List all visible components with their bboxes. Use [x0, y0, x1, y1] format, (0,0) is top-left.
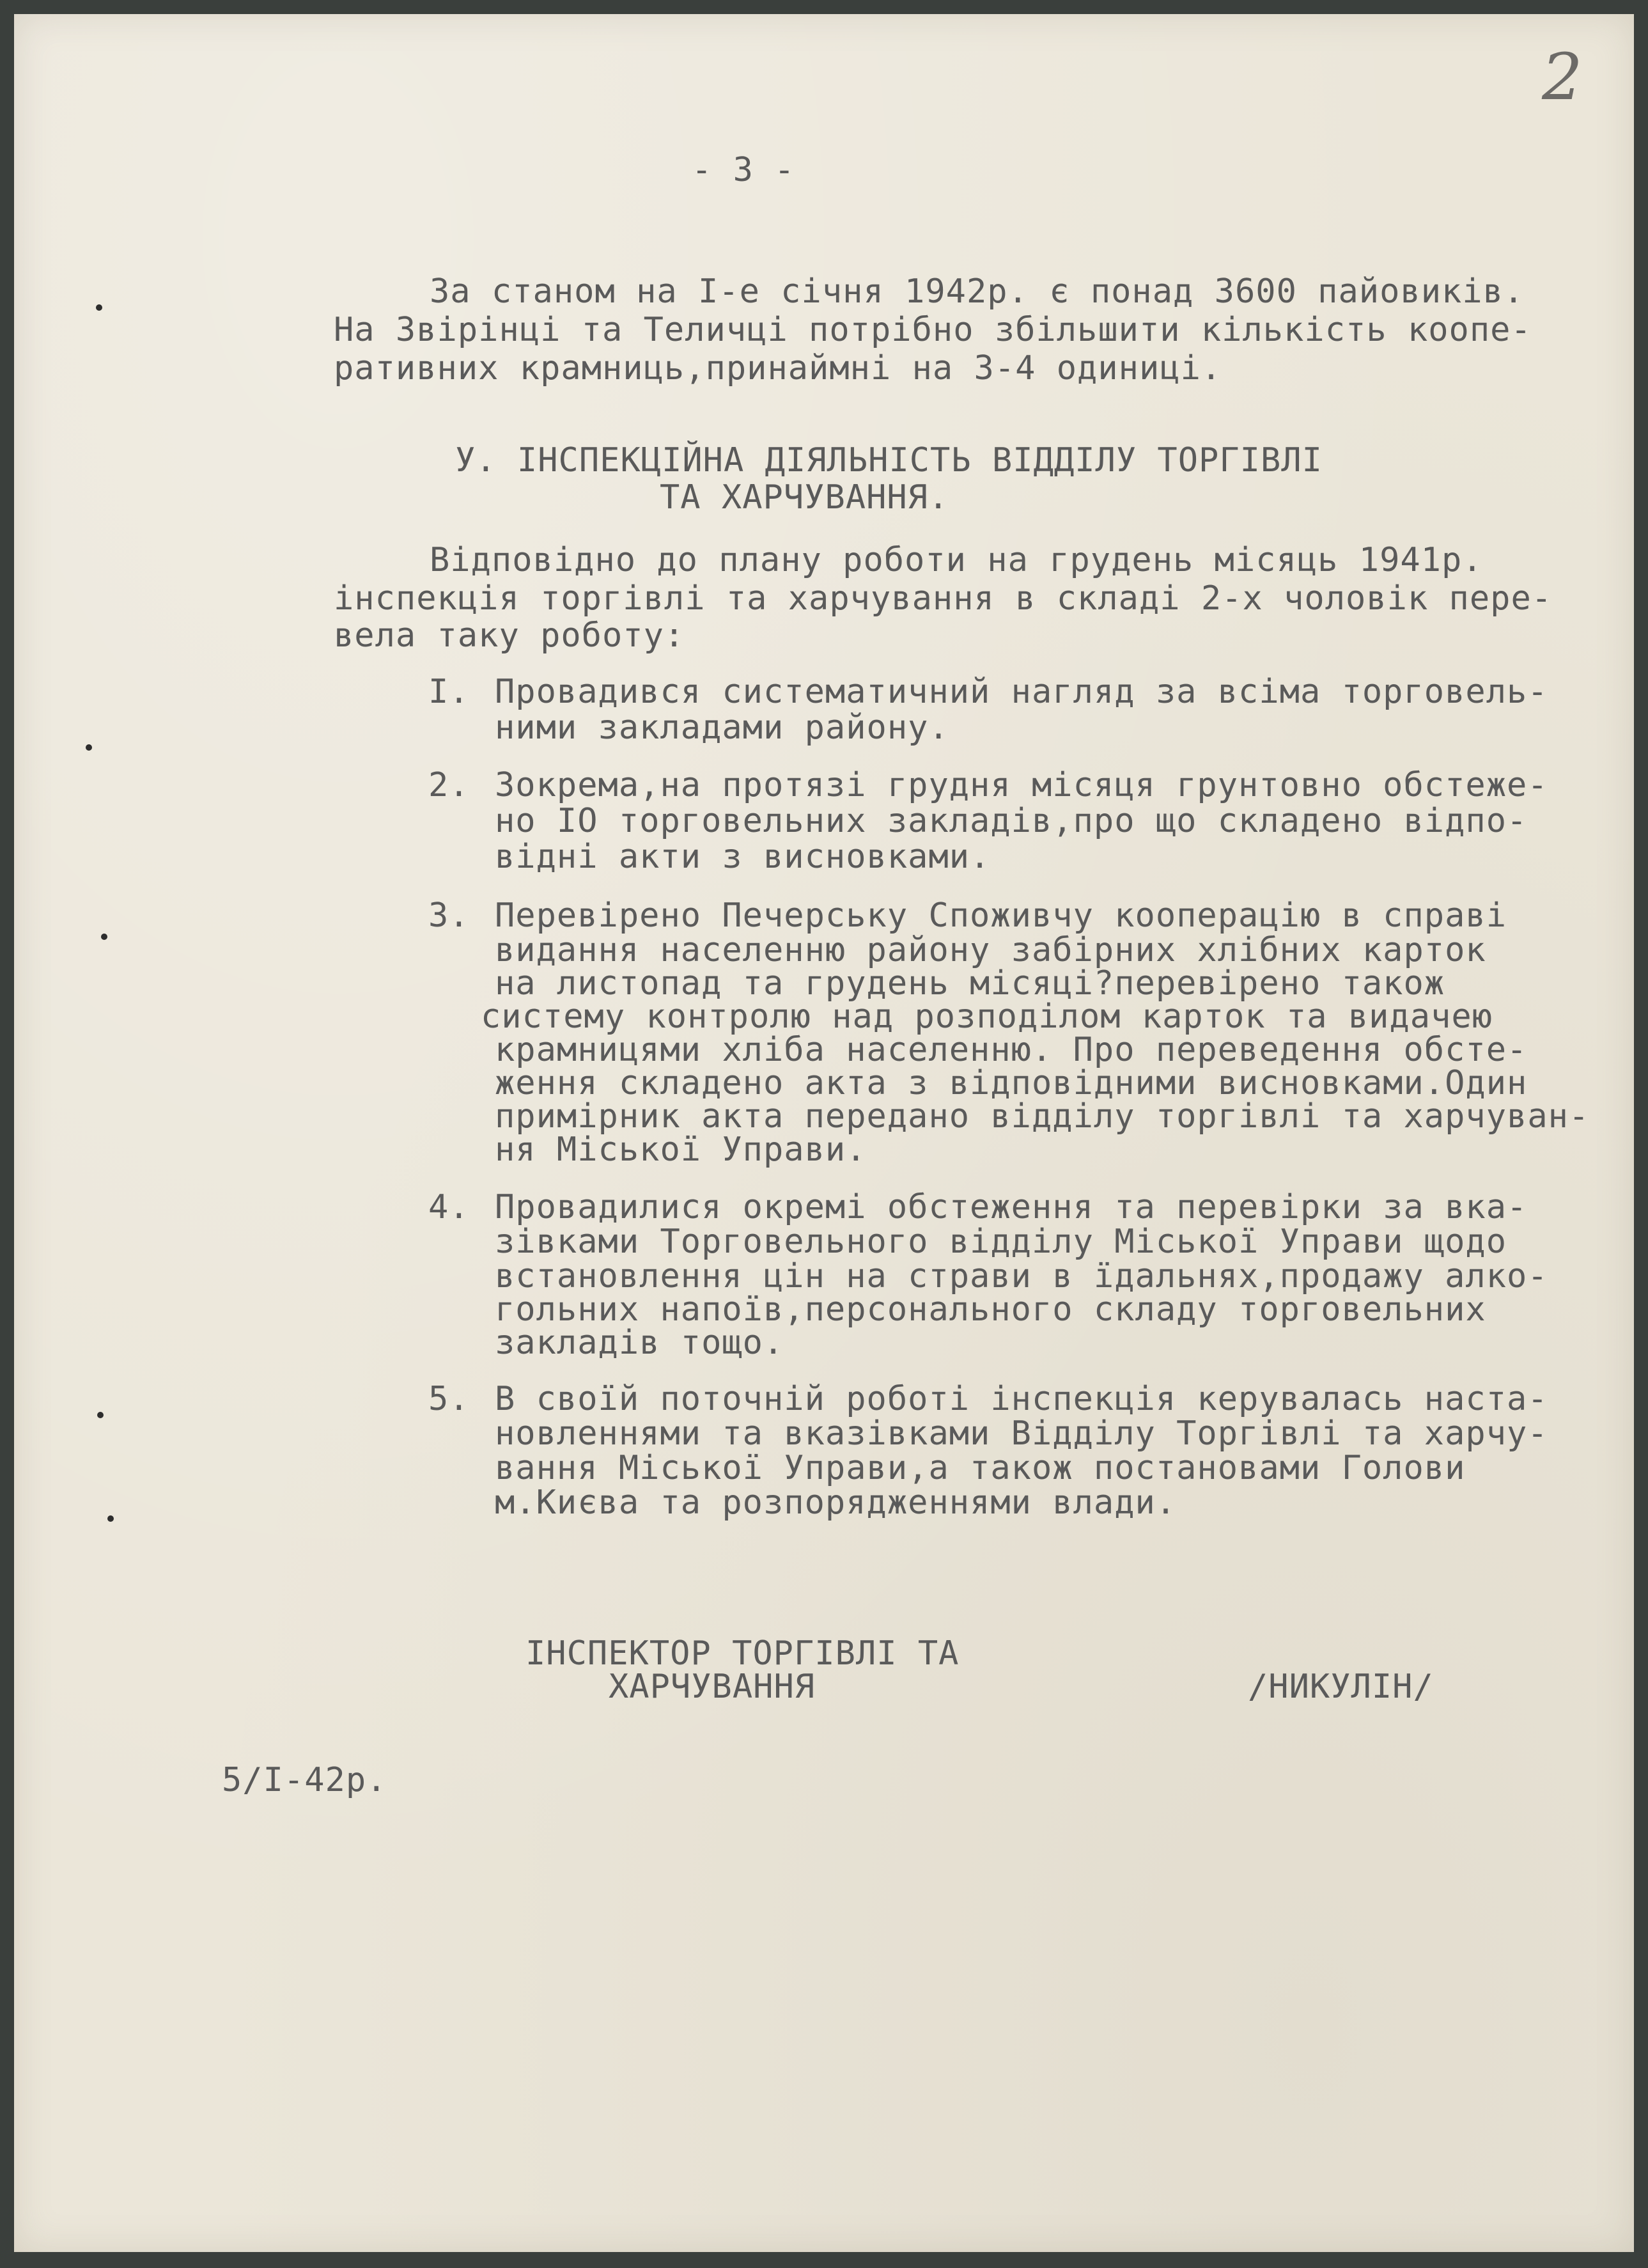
page-number: - 3 - [692, 151, 795, 189]
signature-title: ІНСПЕКТОР ТОРГІВЛІ ТА [525, 1634, 960, 1673]
item-number: 5. [428, 1380, 470, 1418]
punch-hole-mark [86, 744, 92, 751]
punch-hole-mark [97, 1412, 104, 1418]
item-line: видання населенню району забірних хлібних карток [495, 931, 1486, 969]
item-number: 4. [428, 1188, 470, 1226]
item-line: встановлення цін на страви в їдальнях,продажу алко- [495, 1257, 1548, 1295]
item-line: В своїй поточній роботі інспекція керувалась наста- [495, 1380, 1548, 1418]
item-line: новленнями та вказівками Відділу Торгівлі та харчу- [495, 1414, 1548, 1453]
item-line: гольних напоїв,персонального складу торговельних [495, 1290, 1486, 1329]
item-line: Провадився систематичний нагляд за всіма торговель- [495, 673, 1548, 711]
item-line: Провадилися окремі обстеження та перевірки за вка- [495, 1188, 1528, 1226]
item-line: відні акти з висновками. [495, 838, 991, 876]
lead-line: інспекція торгівлі та харчування в складі 2-х чоловік пере- [334, 579, 1553, 618]
item-line: ня Міської Управи. [495, 1130, 867, 1169]
signature-name: /НИКУЛІН/ [1248, 1668, 1434, 1706]
item-line: Зокрема,на протязі грудня місяця грунтовно обстеже- [495, 766, 1548, 804]
item-line: Перевірено Печерську Споживчу кооперацію в справі [495, 896, 1507, 935]
item-line: ження складено акта з відповідними висновками.Один [495, 1064, 1528, 1102]
item-line: м.Києва та розпорядженнями влади. [495, 1483, 1177, 1522]
item-line: ними закладами району. [495, 708, 949, 747]
section-heading: У. ІНСПЕКЦІЙНА ДІЯЛЬНІСТЬ ВІДДІЛУ ТОРГІВЛІ [455, 441, 1323, 480]
lead-line: Відповідно до плану роботи на грудень місяць 1941р. [430, 541, 1483, 579]
handwritten-folio-number: 2 [1542, 40, 1583, 114]
item-line: примірник акта передано відділу торгівлі та харчуван- [495, 1097, 1590, 1136]
item-line: крамницями хліба населенню. Про переведення обсте- [495, 1031, 1528, 1069]
section-heading: ТА ХАРЧУВАННЯ. [660, 478, 949, 517]
item-number: 3. [428, 896, 470, 935]
punch-hole-mark [101, 934, 107, 940]
intro-line: На Звірінці та Теличці потрібно збільшити кількість коопе- [334, 311, 1532, 349]
intro-line: ративних крамниць,принаймні на 3-4 одиниці. [334, 349, 1222, 387]
item-number: І. [428, 673, 470, 711]
punch-hole-mark [96, 304, 102, 311]
signature-title: ХАРЧУВАННЯ [609, 1668, 816, 1706]
lead-line: вела таку роботу: [334, 616, 685, 655]
item-line: но ІО торговельних закладів,про що складено відпо- [495, 802, 1528, 840]
item-line: зівками Торговельного відділу Міської Управи щодо [495, 1223, 1507, 1261]
item-line: систему контролю над розподілом карток та видачею [481, 997, 1493, 1036]
item-line: закладів тощо. [495, 1324, 784, 1362]
document-date: 5/І-42р. [222, 1761, 387, 1799]
item-line: вання Міської Управи,а також постановами Голови [495, 1449, 1466, 1487]
item-number: 2. [428, 766, 470, 804]
item-line: на листопад та грудень місяці?перевірено також [495, 964, 1445, 1003]
intro-line: За станом на І-е січня 1942р. є понад 3600 пайовиків. [430, 272, 1525, 311]
punch-hole-mark [107, 1515, 114, 1522]
document-page [14, 14, 1634, 2252]
